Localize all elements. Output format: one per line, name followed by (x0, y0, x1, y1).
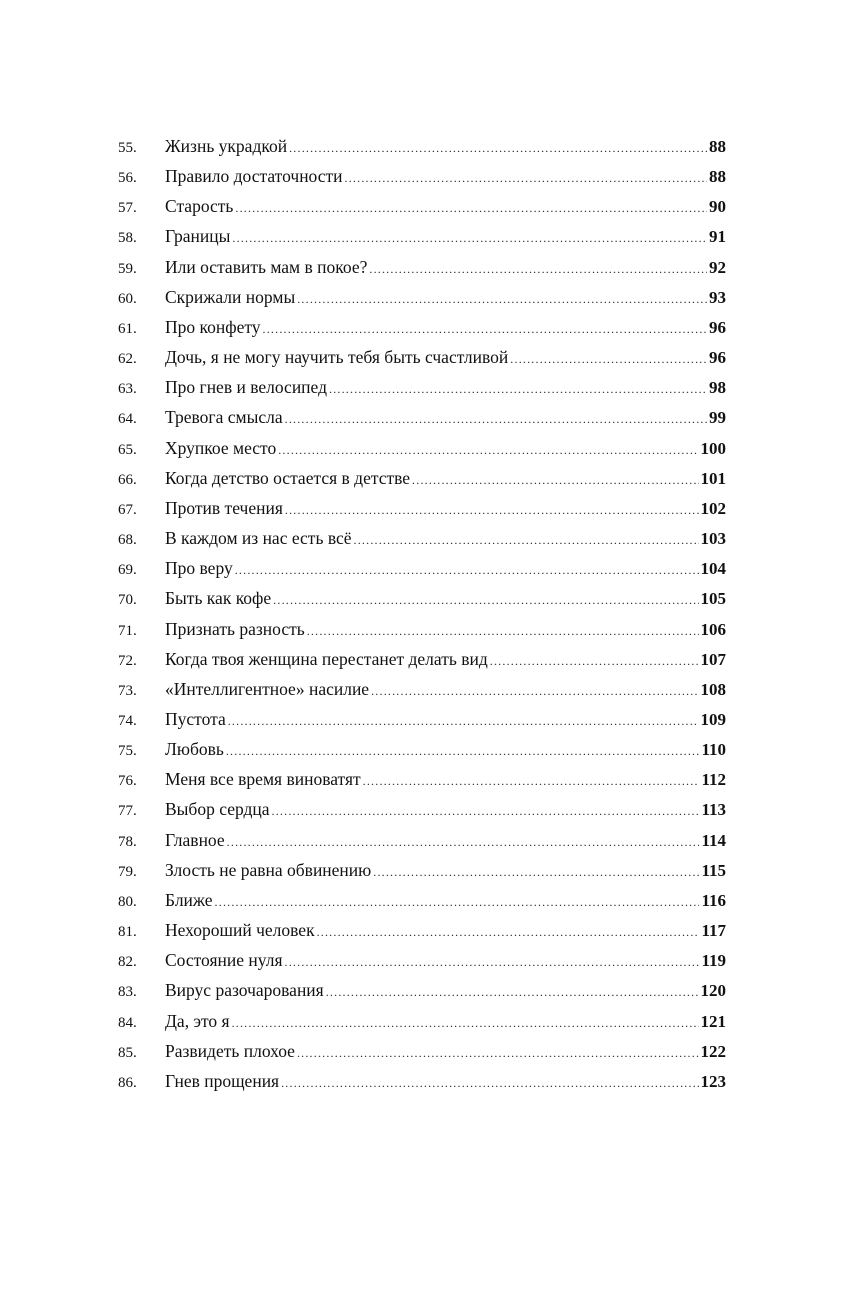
entry-page-number: 92 (709, 257, 726, 277)
entry-title: Быть как кофе (165, 588, 272, 609)
leader-dots (235, 555, 699, 585)
toc-entry[interactable] (118, 342, 726, 372)
leader-dots (329, 374, 707, 404)
toc-entry[interactable] (118, 402, 726, 432)
leader-dots (297, 1038, 699, 1068)
entry-number: 68. (118, 532, 137, 549)
entry-number: 58. (118, 230, 137, 247)
leader-dots (345, 163, 707, 193)
entry-title: Или оставить мам в покое? (165, 256, 368, 277)
leader-dots (278, 435, 698, 465)
toc-entry[interactable] (118, 794, 726, 824)
entry-number: 65. (118, 441, 137, 458)
entry-number: 62. (118, 351, 137, 368)
entry-page-number: 110 (701, 740, 726, 760)
entry-title: Про гнев и велосипед (165, 377, 327, 398)
entry-title: Жизнь украдкой (165, 136, 288, 156)
entry-number: 73. (118, 682, 137, 699)
entry-title: Когда твоя женщина перестанет делать вид (165, 648, 488, 669)
entry-title: Про веру (165, 558, 233, 579)
toc-entry[interactable] (118, 915, 726, 945)
leader-dots (215, 887, 700, 917)
toc-entry[interactable] (118, 161, 726, 191)
toc-entry[interactable] (118, 553, 726, 583)
entry-page-number: 107 (700, 649, 726, 669)
leader-dots (297, 284, 707, 314)
entry-page-number: 91 (709, 227, 726, 247)
leader-dots (272, 796, 700, 826)
leader-dots (363, 766, 700, 796)
entry-number: 67. (118, 501, 137, 518)
leader-dots (412, 465, 698, 495)
entry-page-number: 123 (700, 1071, 726, 1091)
entry-title: Про конфету (165, 316, 261, 337)
entry-number: 78. (118, 833, 137, 850)
entry-number: 84. (118, 1014, 137, 1031)
toc-entry[interactable] (118, 614, 726, 644)
entry-title: «Интеллигентное» насилие (165, 678, 370, 699)
toc-entry[interactable] (118, 312, 726, 342)
entry-page-number: 88 (709, 167, 726, 187)
entry-title: Главное (165, 829, 225, 850)
entry-page-number: 101 (700, 468, 726, 488)
entry-page-number: 115 (701, 860, 726, 880)
entry-page-number: 122 (700, 1041, 726, 1061)
leader-dots (285, 495, 699, 525)
entry-number: 82. (118, 954, 137, 971)
toc-entry[interactable] (118, 1006, 726, 1036)
leader-dots (232, 1008, 699, 1038)
toc-entry[interactable] (118, 221, 726, 251)
entry-page-number: 88 (709, 137, 726, 156)
entry-number: 77. (118, 803, 137, 820)
entry-number: 83. (118, 984, 137, 1001)
toc-entry[interactable] (118, 583, 726, 613)
entry-title: Правило достаточности (165, 166, 343, 187)
toc-entry[interactable] (118, 1066, 726, 1096)
entry-title: Ближе (165, 889, 213, 910)
entry-title: Границы (165, 226, 231, 247)
entry-number: 76. (118, 773, 137, 790)
entry-number: 63. (118, 381, 137, 398)
leader-dots (273, 585, 698, 615)
entry-title: Да, это я (165, 1010, 230, 1031)
entry-page-number: 99 (709, 408, 726, 428)
entry-page-number: 98 (709, 378, 726, 398)
entry-page-number: 104 (700, 559, 726, 579)
toc-entry[interactable] (118, 975, 726, 1005)
leader-dots (490, 646, 699, 676)
toc-entry[interactable] (118, 433, 726, 463)
toc-entry[interactable] (118, 493, 726, 523)
toc-entry[interactable] (118, 252, 726, 282)
entry-title: Выбор сердца (165, 799, 270, 820)
leader-dots (326, 977, 699, 1007)
entry-number: 75. (118, 743, 137, 760)
entry-number: 59. (118, 260, 137, 277)
entry-number: 74. (118, 712, 137, 729)
entry-title: Развидеть плохое (165, 1040, 295, 1061)
entry-title: Состояние нуля (165, 950, 283, 971)
leader-dots (369, 254, 707, 284)
entry-page-number: 100 (700, 438, 726, 458)
leader-dots (226, 736, 700, 766)
entry-page-number: 93 (709, 287, 726, 307)
entry-title: Нехороший человек (165, 920, 315, 941)
leader-dots (317, 917, 700, 947)
toc-entry[interactable] (118, 282, 726, 312)
entry-number: 60. (118, 290, 137, 307)
entry-title: Признать разность (165, 618, 305, 639)
leader-dots (232, 223, 707, 253)
entry-number: 64. (118, 411, 137, 428)
entry-title: Тревога смысла (165, 407, 283, 428)
leader-dots (228, 706, 699, 736)
leader-dots (235, 193, 707, 223)
toc-entry[interactable] (118, 674, 726, 704)
toc-entry[interactable] (118, 372, 726, 402)
leader-dots (285, 404, 707, 434)
toc-entry[interactable] (118, 734, 726, 764)
entry-number: 85. (118, 1044, 137, 1061)
toc-entry[interactable] (118, 855, 726, 885)
entry-title: В каждом из нас есть всё (165, 528, 352, 549)
toc-entry[interactable] (118, 131, 726, 161)
leader-dots (281, 1068, 698, 1098)
entry-page-number: 106 (700, 619, 726, 639)
entry-title: Дочь, я не могу научить тебя быть счастливой (165, 347, 509, 368)
entry-page-number: 96 (709, 317, 726, 337)
entry-page-number: 121 (700, 1011, 726, 1031)
entry-title: Вирус разочарования (165, 980, 324, 1001)
toc-entry[interactable] (118, 1036, 726, 1066)
entry-number: 79. (118, 863, 137, 880)
entry-page-number: 90 (709, 197, 726, 217)
entry-title: Скрижали нормы (165, 286, 296, 307)
entry-page-number: 109 (700, 709, 726, 729)
entry-number: 69. (118, 562, 137, 579)
entry-title: Злость не равна обвинению (165, 859, 372, 880)
leader-dots (263, 314, 707, 344)
entry-number: 56. (118, 170, 137, 187)
leader-dots (227, 827, 700, 857)
entry-number: 80. (118, 893, 137, 910)
entry-page-number: 117 (701, 921, 726, 941)
entry-title: Старость (165, 196, 234, 217)
leader-dots (289, 133, 707, 163)
leader-dots (510, 344, 707, 374)
entry-page-number: 114 (701, 830, 726, 850)
entry-number: 55. (118, 140, 137, 156)
entry-number: 66. (118, 471, 137, 488)
toc-entry[interactable] (118, 945, 726, 975)
entry-page-number: 108 (700, 679, 726, 699)
entry-title: Хрупкое место (165, 437, 277, 458)
entry-number: 86. (118, 1074, 137, 1091)
leader-dots (371, 676, 698, 706)
toc-entry[interactable] (118, 523, 726, 553)
entry-title: Когда детство остается в детстве (165, 467, 411, 488)
entry-number: 72. (118, 652, 137, 669)
entry-number: 81. (118, 924, 137, 941)
entry-title: Против течения (165, 497, 283, 518)
leader-dots (307, 616, 699, 646)
leader-dots (285, 947, 700, 977)
entry-title: Любовь (165, 739, 224, 760)
leader-dots (373, 857, 699, 887)
toc-entry[interactable] (118, 644, 726, 674)
toc-entry[interactable] (118, 885, 726, 915)
entry-number: 57. (118, 200, 137, 217)
entry-number: 70. (118, 592, 137, 609)
toc-entry[interactable] (118, 764, 726, 794)
toc-entry[interactable] (118, 463, 726, 493)
entry-title: Гнев прощения (165, 1070, 280, 1091)
entry-page-number: 119 (701, 951, 726, 971)
toc-entry[interactable] (118, 191, 726, 221)
entry-page-number: 112 (701, 770, 726, 790)
table-of-contents (118, 131, 726, 1096)
entry-page-number: 102 (700, 498, 726, 518)
entry-page-number: 120 (700, 981, 726, 1001)
toc-entry[interactable] (118, 704, 726, 734)
entry-page-number: 103 (700, 529, 726, 549)
entry-number: 61. (118, 320, 137, 337)
entry-title: Меня все время виноватят (165, 769, 361, 790)
entry-title: Пустота (165, 708, 226, 729)
entry-page-number: 116 (701, 890, 726, 910)
entry-page-number: 105 (700, 589, 726, 609)
entry-number: 71. (118, 622, 137, 639)
toc-entry[interactable] (118, 825, 726, 855)
entry-page-number: 113 (701, 800, 726, 820)
leader-dots (354, 525, 699, 555)
entry-page-number: 96 (709, 348, 726, 368)
